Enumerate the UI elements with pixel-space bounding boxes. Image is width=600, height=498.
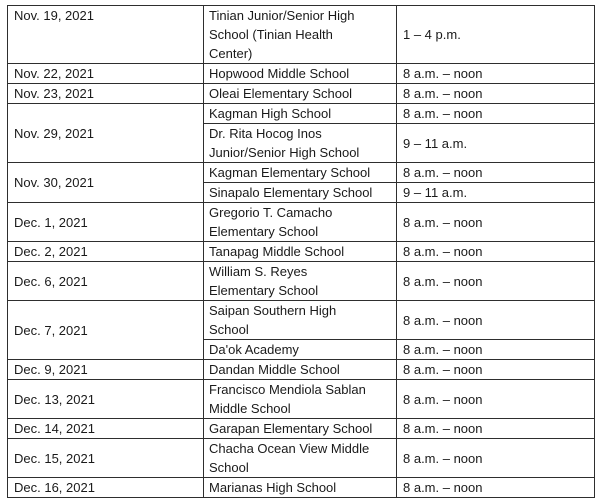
site-cell [204, 262, 397, 301]
time-cell: 8 a.m. – noon [397, 203, 595, 242]
site-line: Kagman Elementary School [209, 165, 371, 180]
table-row [8, 262, 595, 301]
site-line: School [209, 460, 249, 475]
date-cell: Dec. 9, 2021 [8, 360, 204, 380]
table-row [8, 203, 595, 242]
table-row [8, 163, 595, 183]
table-row [8, 242, 595, 262]
site-cell [204, 64, 397, 84]
time-cell: 8 a.m. – noon [397, 360, 595, 380]
site-cell [204, 419, 397, 439]
date-cell: Nov. 30, 2021 [8, 163, 204, 203]
site-line: School [209, 322, 249, 337]
date-cell: Dec. 2, 2021 [8, 242, 204, 262]
time-cell: 9 – 11 a.m. [397, 124, 595, 163]
table-row [8, 478, 595, 498]
time-cell: 1 – 4 p.m. [397, 6, 595, 64]
table-row [8, 360, 595, 380]
time-cell: 8 a.m. – noon [397, 104, 595, 124]
date-cell: Dec. 6, 2021 [8, 262, 204, 301]
site-cell [204, 360, 397, 380]
site-line: Chacha Ocean View Middle [209, 441, 370, 456]
site-cell [204, 104, 397, 124]
site-cell [204, 124, 397, 163]
site-line: Kagman High School [209, 106, 332, 121]
site-cell [204, 478, 397, 498]
site-cell [204, 301, 397, 340]
table-row [8, 439, 595, 478]
site-line: Center) [209, 46, 253, 61]
site-line: Da'ok Academy [209, 342, 299, 357]
table-row [8, 104, 595, 124]
time-cell: 8 a.m. – noon [397, 163, 595, 183]
site-cell [204, 203, 397, 242]
vaccination-schedule-table [7, 5, 595, 498]
site-line: William S. Reyes [209, 264, 308, 279]
time-cell: 8 a.m. – noon [397, 262, 595, 301]
site-cell [204, 380, 397, 419]
site-line: Francisco Mendiola Sablan [209, 382, 366, 397]
date-cell: Dec. 15, 2021 [8, 439, 204, 478]
site-cell [204, 242, 397, 262]
site-line: Marianas High School [209, 480, 337, 495]
table-row [8, 419, 595, 439]
site-line: Dr. Rita Hocog Inos [209, 126, 322, 141]
site-line: Elementary School [209, 283, 319, 298]
date-cell: Dec. 13, 2021 [8, 380, 204, 419]
site-line: Tanapag Middle School [209, 244, 345, 259]
table-row [8, 6, 595, 64]
time-cell: 8 a.m. – noon [397, 84, 595, 104]
time-cell: 8 a.m. – noon [397, 340, 595, 360]
table-row [8, 84, 595, 104]
time-cell: 8 a.m. – noon [397, 478, 595, 498]
site-cell [204, 340, 397, 360]
site-cell [204, 183, 397, 203]
date-cell: Dec. 16, 2021 [8, 478, 204, 498]
date-cell: Nov. 19, 2021 [8, 6, 204, 64]
time-cell: 8 a.m. – noon [397, 380, 595, 419]
time-cell: 8 a.m. – noon [397, 242, 595, 262]
site-line: Junior/Senior High School [209, 145, 360, 160]
site-cell [204, 439, 397, 478]
date-cell: Dec. 1, 2021 [8, 203, 204, 242]
time-cell: 9 – 11 a.m. [397, 183, 595, 203]
date-cell: Nov. 22, 2021 [8, 64, 204, 84]
schedule-body [8, 6, 595, 498]
date-cell: Nov. 29, 2021 [8, 104, 204, 163]
time-cell: 8 a.m. – noon [397, 419, 595, 439]
date-cell: Dec. 7, 2021 [8, 301, 204, 360]
site-line: Saipan Southern High [209, 303, 337, 318]
site-line: Elementary School [209, 224, 319, 239]
site-line: School (Tinian Health [209, 27, 333, 42]
date-cell: Nov. 23, 2021 [8, 84, 204, 104]
site-line: Gregorio T. Camacho [209, 205, 333, 220]
site-line: Hopwood Middle School [209, 66, 350, 81]
site-cell [204, 84, 397, 104]
site-line: Tinian Junior/Senior High [209, 8, 355, 23]
table-row [8, 380, 595, 419]
site-line: Sinapalo Elementary School [209, 185, 373, 200]
site-cell [204, 6, 397, 64]
site-cell [204, 163, 397, 183]
site-line: Dandan Middle School [209, 362, 340, 377]
table-row [8, 64, 595, 84]
site-line: Garapan Elementary School [209, 421, 373, 436]
site-line: Middle School [209, 401, 291, 416]
time-cell: 8 a.m. – noon [397, 301, 595, 340]
time-cell: 8 a.m. – noon [397, 439, 595, 478]
schedule-sheet [7, 5, 594, 495]
site-line: Oleai Elementary School [209, 86, 353, 101]
table-row [8, 301, 595, 340]
date-cell: Dec. 14, 2021 [8, 419, 204, 439]
time-cell: 8 a.m. – noon [397, 64, 595, 84]
